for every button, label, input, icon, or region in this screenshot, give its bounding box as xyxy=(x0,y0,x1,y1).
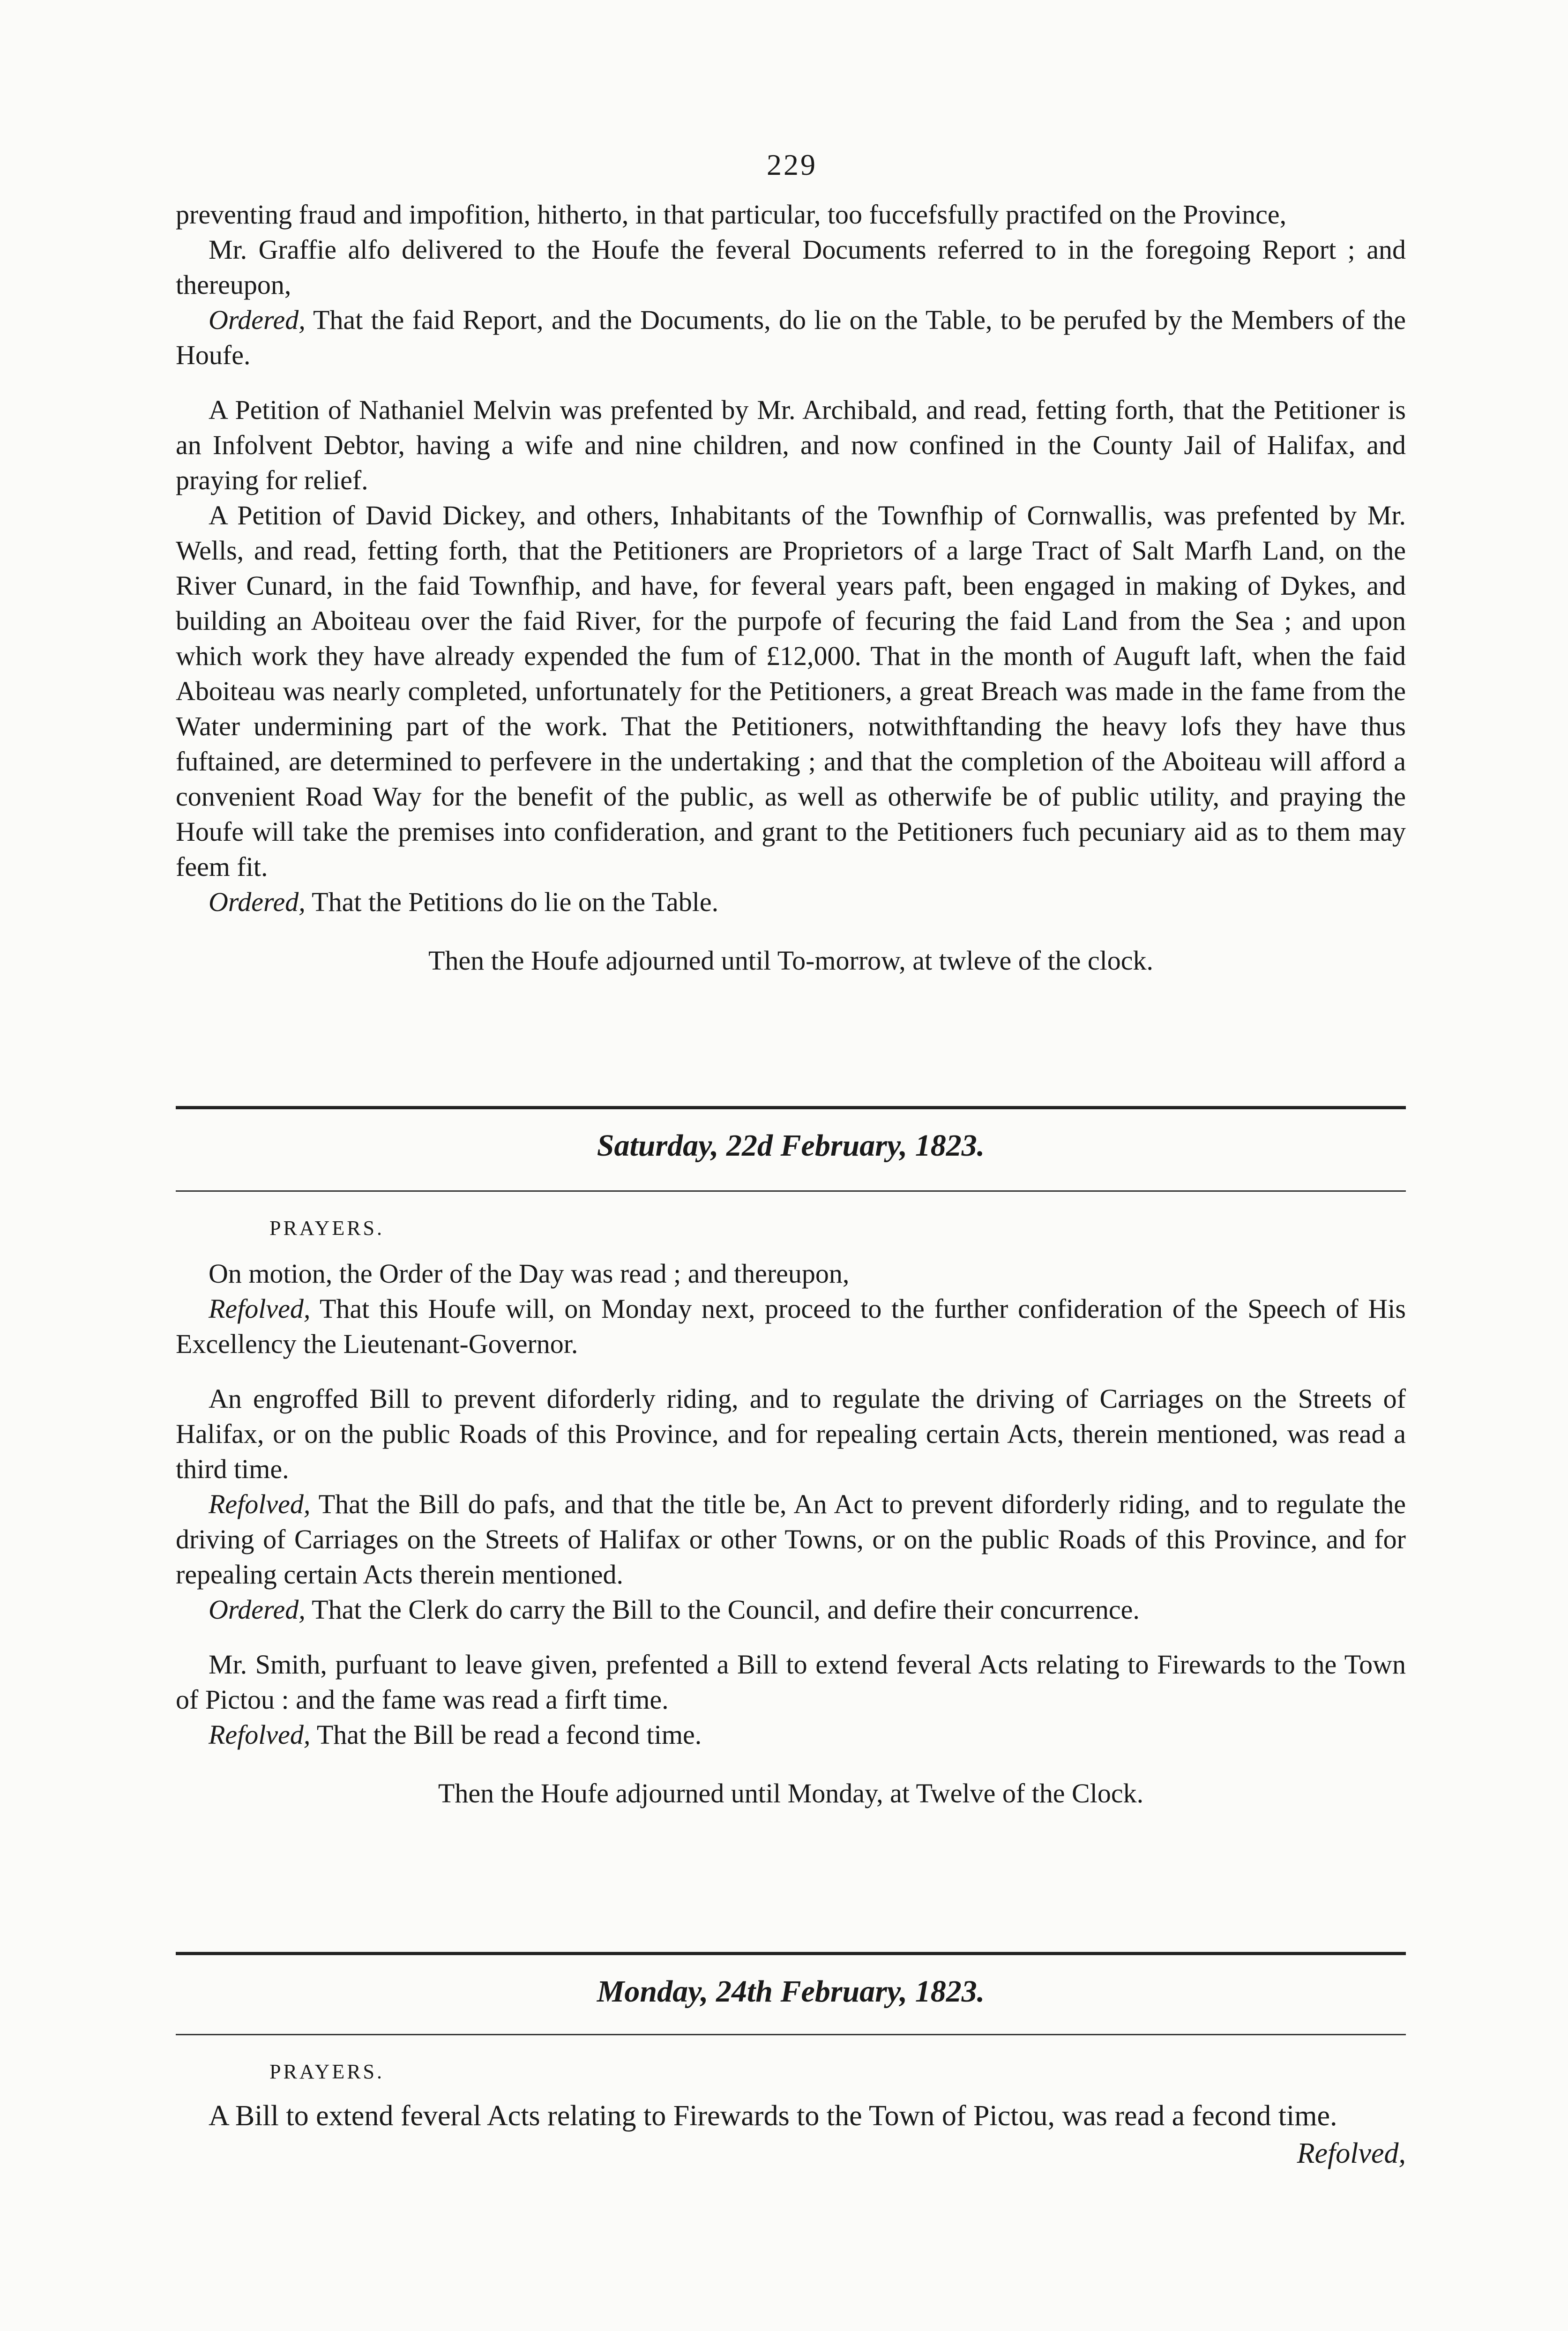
smith-paragraph: Mr. Smith, purfuant to leave given, prefented a Bill to extend feveral Acts relating to Firewards to the Town of Pictou : and the fame was read a firft time. xyxy=(176,1649,1406,1715)
ordered-petitions-paragraph xyxy=(176,884,1406,919)
dickey-petition: A Petition of David Dickey, and others, Inhabitants of the Townfhip of Cornwallis, was prefented by Mr. Wells, and read, fetting forth, that the Petitioners are Proprietors of a large Tract of Salt Marfh Land, on the River Cunard, in the faid Townfhip, and have, for feveral years paft, been engaged in making of Dykes, and building an Aboiteau over the faid River, for the purpofe of fecuring the faid Land from the Sea ; and upon which work they have already expended the fum of £12,000. That in the month of Auguft laft, when the faid Aboiteau was nearly completed, unfortunately for the Petitioners, a great Breach was made in the fame from the Water undermining part of the work. That the Petitioners, notwithftanding the heavy lofs they have thus fuftained, are determined to perfevere in the undertaking ; and that the completion of the Aboiteau will afford a convenient Road Way for the benefit of the public, as well as otherwife be of public utility, and praying the Houfe will take the premises into confideration, and grant to the Petitioners fuch pecuniary aid as to them may feem fit. xyxy=(176,500,1406,882)
intro-paragraph: preventing fraud and impofition, hitherto, in that particular, too fuccefsfully practifed on the Province, xyxy=(176,199,1287,230)
prayers-label: PRAYERS. xyxy=(269,2060,385,2083)
section-divider xyxy=(176,1190,1406,1192)
saturday-heading: Saturday, 22d February, 1823. xyxy=(597,1128,985,1163)
resolved-label: Refolved, xyxy=(209,1719,311,1750)
resolved-text: That the Bill do pafs, and that the title be, An Act to prevent diforderly riding, and to regulate the driving of Carriages on the Streets of Halifax or other Towns, or on the public Roads of this Province, and for repealing certain Acts therein mentioned. xyxy=(176,1489,1406,1590)
adjourn-line: Then the Houfe adjourned until To-morrow, at twleve of the clock. xyxy=(428,945,1153,976)
resolved-text: That the Bill be read a fecond time. xyxy=(310,1719,702,1750)
section-divider xyxy=(176,2034,1406,2035)
ordered-label: Ordered, xyxy=(209,305,306,335)
ordered-text: That the faid Report, and the Documents, do lie on the Table, to be perufed by the Members of the Houfe. xyxy=(176,305,1406,370)
page-number: 229 xyxy=(767,148,817,181)
motion-paragraph: On motion, the Order of the Day was read ; and thereupon, xyxy=(209,1258,850,1289)
saturday-section xyxy=(176,1256,1406,1834)
ordered-label: Ordered, xyxy=(209,1594,306,1625)
monday-heading: Monday, 24th February, 1823. xyxy=(597,1974,985,2009)
catchword: Refolved, xyxy=(1297,2137,1406,2169)
resolved-paragraph xyxy=(176,1717,1406,1752)
resolved-paragraph xyxy=(176,1487,1406,1592)
ordered-report-paragraph xyxy=(176,302,1406,373)
monday-section xyxy=(176,2097,1406,2169)
resolved-text: That this Houfe will, on Monday next, proceed to the further confideration of the Speech of His Excellency the Lieutenant-Governor. xyxy=(176,1293,1406,1359)
resolved-label: Refolved, xyxy=(209,1489,311,1519)
ordered-text: That the Petitions do lie on the Table. xyxy=(305,887,719,917)
melvin-petition: A Petition of Nathaniel Melvin was prefented by Mr. Archibald, and read, fetting forth, that the Petitioner is an Infolvent Debtor, having a wife and nine children, and now confined in the County Jail of Halifax, and praying for relief. xyxy=(176,395,1406,495)
ordered-text: That the Clerk do carry the Bill to the Council, and defire their concurrence. xyxy=(305,1594,1140,1625)
prayers-label: PRAYERS. xyxy=(269,1217,385,1240)
graffie-paragraph: Mr. Graffie alfo delivered to the Houfe the feveral Documents referred to in the foregoing Report ; and thereupon, xyxy=(176,234,1406,300)
ordered-paragraph xyxy=(176,1592,1406,1627)
section-divider xyxy=(176,1952,1406,1955)
resolved-label: Refolved, xyxy=(209,1293,311,1324)
intro-section xyxy=(176,197,1406,1001)
ordered-label: Ordered, xyxy=(209,887,306,917)
adjourn-line: Then the Houfe adjourned until Monday, at Twelve of the Clock. xyxy=(438,1778,1144,1808)
resolved-paragraph xyxy=(176,1291,1406,1361)
bill-paragraph: An engroffed Bill to prevent diforderly riding, and to regulate the driving of Carriages on the Streets of Halifax, or on the public Roads of this Province, and for repealing certain Acts, therein mentioned, was read a third time. xyxy=(176,1383,1406,1484)
section-divider xyxy=(176,1106,1406,1109)
monday-bill-paragraph: A Bill to extend feveral Acts relating to Firewards to the Town of Pictou, was read a fecond time. xyxy=(209,2100,1337,2132)
